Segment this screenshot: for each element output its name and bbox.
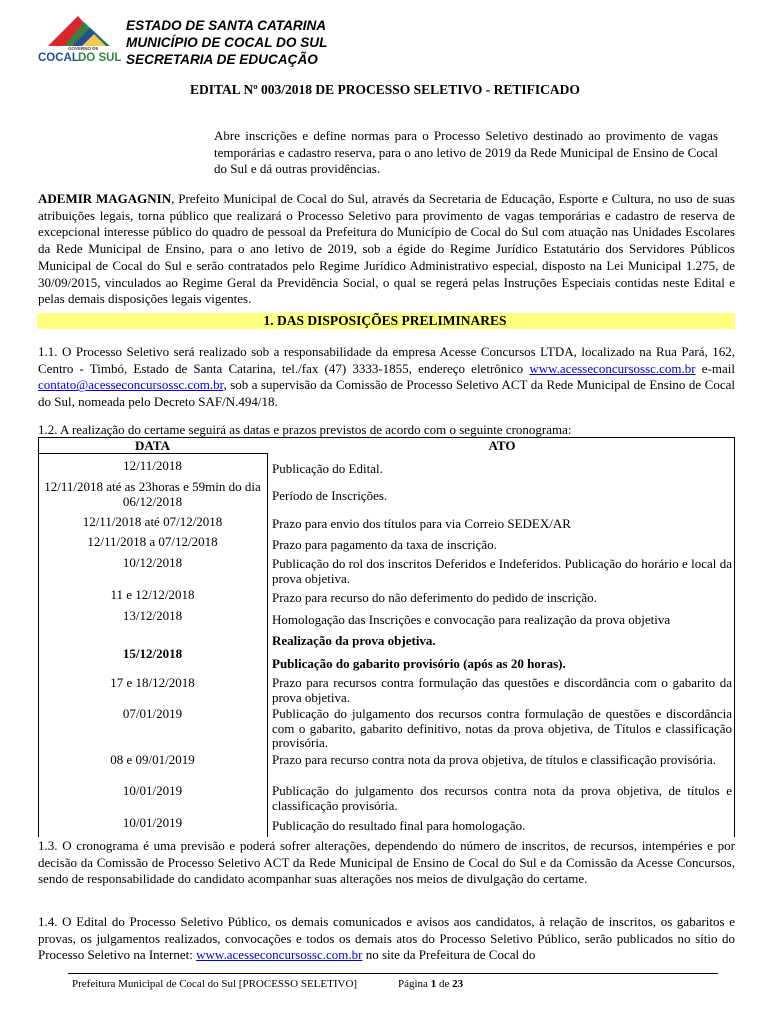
table-row-act: Período de Inscrições.: [272, 488, 388, 503]
section-1-title: 1. DAS DISPOSIÇÕES PRELIMINARES: [263, 313, 507, 328]
page-total: 23: [452, 978, 464, 990]
municipal-logo: [38, 12, 122, 64]
clause-1-1-text-b: e-mail: [695, 360, 735, 376]
clause-1-2: 1.2. A realização do certame seguirá as datas e prazos previstos de acordo com o seguinte cronograma:: [38, 422, 572, 437]
website-link[interactable]: www.acesseconcursossc.com.br: [529, 360, 696, 376]
svg-text:GOVERNO DE: GOVERNO DE: [68, 46, 99, 51]
table-row-date: 07/01/2019: [122, 706, 183, 721]
svg-text:COCAL: COCAL: [38, 52, 79, 64]
footer-left: Prefeitura Municipal de Cocal do Sul [PROCESSO SELETIVO]: [72, 978, 358, 990]
table-row-date: 11 e 12/12/2018: [110, 587, 195, 602]
table-row-date: 12/11/2018: [123, 458, 182, 473]
preamble-paragraph: [38, 191, 735, 308]
page-number: [398, 978, 463, 991]
clause-1-4: [38, 914, 735, 964]
table-row-act: Realização da prova objetiva.: [272, 633, 436, 648]
table-row-date: 08 e 09/01/2019: [110, 752, 195, 767]
table-row-act: Prazo para recurso do não deferimento do pedido de inscrição.: [272, 590, 597, 605]
table-row-act: Prazo para recursos contra formulação das questões e discordância com o gabarito da prova objetiva.: [272, 675, 732, 705]
table-row-date: 13/12/2018: [122, 608, 183, 623]
table-row-act: Publicação do julgamento dos recursos contra formulação de questões e discordância com o gabarito, gabarito definitivo, notas da prova objetiva, de Títulos e classificação provisória.: [272, 706, 732, 751]
table-row-act: Prazo para recurso contra nota da prova objetiva, de títulos e classificação provisória.: [272, 752, 716, 767]
letterhead: [126, 17, 327, 68]
footer-divider: [68, 973, 718, 974]
email-link[interactable]: contato@acesseconcursossc.com.br: [38, 377, 224, 393]
table-row-act: Publicação do rol dos inscritos Deferidos e Indeferidos. Publicação do horário e local da prova objetiva.: [272, 556, 732, 586]
table-row-date: 10/12/2018: [122, 555, 183, 570]
clause-1-4-text-b: no site da Prefeitura de Cocal do: [362, 947, 536, 963]
clause-1-1: [38, 344, 735, 411]
website-link[interactable]: www.acesseconcursossc.com.br: [196, 947, 363, 963]
letterhead-municipality: MUNICÍPIO DE COCAL DO SUL: [126, 35, 328, 50]
table-row-date: 10/01/2019: [122, 815, 183, 830]
intro-paragraph: Abre inscrições e define normas para o Processo Seletivo destinado ao provimento de vagas temporárias e cadastro reserva, para o ano letivo de 2019 da Rede Municipal de Ensino de Cocal do Sul e dá outras providências.: [214, 128, 718, 177]
table-row-date: 10/01/2019: [122, 783, 183, 798]
column-header-date: DATA: [135, 438, 170, 453]
table-row-date: 12/11/2018 a 07/12/2018: [87, 534, 218, 549]
page-mid: de: [436, 978, 453, 990]
schedule-table: [38, 437, 735, 837]
table-row-act: Publicação do gabarito provisório (após as 20 horas).: [272, 656, 566, 671]
table-row-date: 17 e 18/12/2018: [110, 675, 195, 690]
table-row-date: 15/12/2018: [122, 646, 183, 661]
mayor-name: ADEMIR MAGAGNIN: [38, 191, 172, 206]
preamble-text: , Prefeito Municipal de Cocal do Sul, através da Secretaria de Educação, Esporte e Cultura, no uso de suas atribuições legais, torna público que realizará o Processo Seletivo para provimento de vagas temporárias e cadastro de reserva de excepcional interesse público do quadro de pessoal da Prefeitura do Município de Cocal do Sul com atuação nas Unidades Escolares da Rede Municipal de Ensino, para o ano letivo de 2019, sob a égide do Regime Jurídico Estatutário dos Servidores Públicos Municipal de Cocal do Sul e serão contratados pelo Regime Jurídico Administrativo especial, disposto na Lei Municipal 1.275, de 30/09/2015, vinculados ao Regime Geral da Previdência Social, o qual se regerá pelas Instruções Especiais contidas neste Edital e pelas demais disposições legais vigentes.: [38, 191, 735, 307]
table-row-date: 12/11/2018 até as 23horas e 59min do dia 06/12/2018: [44, 479, 261, 509]
svg-text:DO SUL: DO SUL: [78, 52, 122, 64]
column-header-act: ATO: [488, 438, 516, 453]
table-row-date: 12/11/2018 até 07/12/2018: [82, 514, 223, 529]
letterhead-state: ESTADO DE SANTA CATARINA: [126, 18, 327, 33]
page-current: 1: [430, 978, 437, 990]
letterhead-department: SECRETARIA DE EDUCAÇÃO: [126, 52, 318, 67]
clause-1-1-text-c: , sob a supervisão da Comissão de Processo Seletivo ACT da Rede Municipal de Ensino de Cocal do Sul, nomeada pelo Decreto SAF/N.494/18.: [38, 377, 735, 410]
clause-1-3: 1.3. O cronograma é uma previsão e poderá sofrer alterações, dependendo do número de inscritos, de recursos, intempéries e por decisão da Comissão de Processo Seletivo ACT da Rede Municipal de Ensino de Cocal do Sul e da Comissão da Acesse Concursos, sendo de responsabilidade do candidato acompanhar suas alterações nos meios de divulgação do certame.: [38, 838, 735, 887]
document-title: EDITAL Nº 003/2018 DE PROCESSO SELETIVO - RETIFICADO: [190, 82, 580, 97]
page-prefix: Página: [398, 978, 431, 990]
clause-1-4-text-a: 1.4. O Edital do Processo Seletivo Público, os demais comunicados e avisos aos candidatos, à relação de inscritos, os gabaritos e provas, os julgamentos realizados, convocações e todos os demais atos do Processo Seletivo Público, serão publicados no sítio do Processo Seletivo na Internet:: [38, 914, 735, 963]
table-row-act: Publicação do resultado final para homologação.: [272, 818, 526, 833]
table-row-act: Prazo para envio dos títulos para via Correio SEDEX/AR: [272, 516, 571, 531]
table-row-act: Prazo para pagamento da taxa de inscrição.: [272, 537, 497, 552]
cocal-do-sul-emblem: [38, 12, 122, 64]
clause-1-1-text-a: 1.1. O Processo Seletivo será realizado sob a responsabilidade da empresa Acesse Concursos LTDA, localizado na Rua Pará, 162, Centro - Timbó, Estado de Santa Catarina, tel./fax (47) 3333-1855, endereço eletrônico: [38, 344, 735, 376]
table-row-act: Homologação das Inscrições e convocação para realização da prova objetiva: [272, 612, 671, 627]
table-row-act: Publicação do julgamento dos recursos contra nota da prova objetiva, de títulos e classificação provisória.: [272, 783, 732, 813]
table-row-act: Publicação do Edital.: [272, 461, 383, 476]
